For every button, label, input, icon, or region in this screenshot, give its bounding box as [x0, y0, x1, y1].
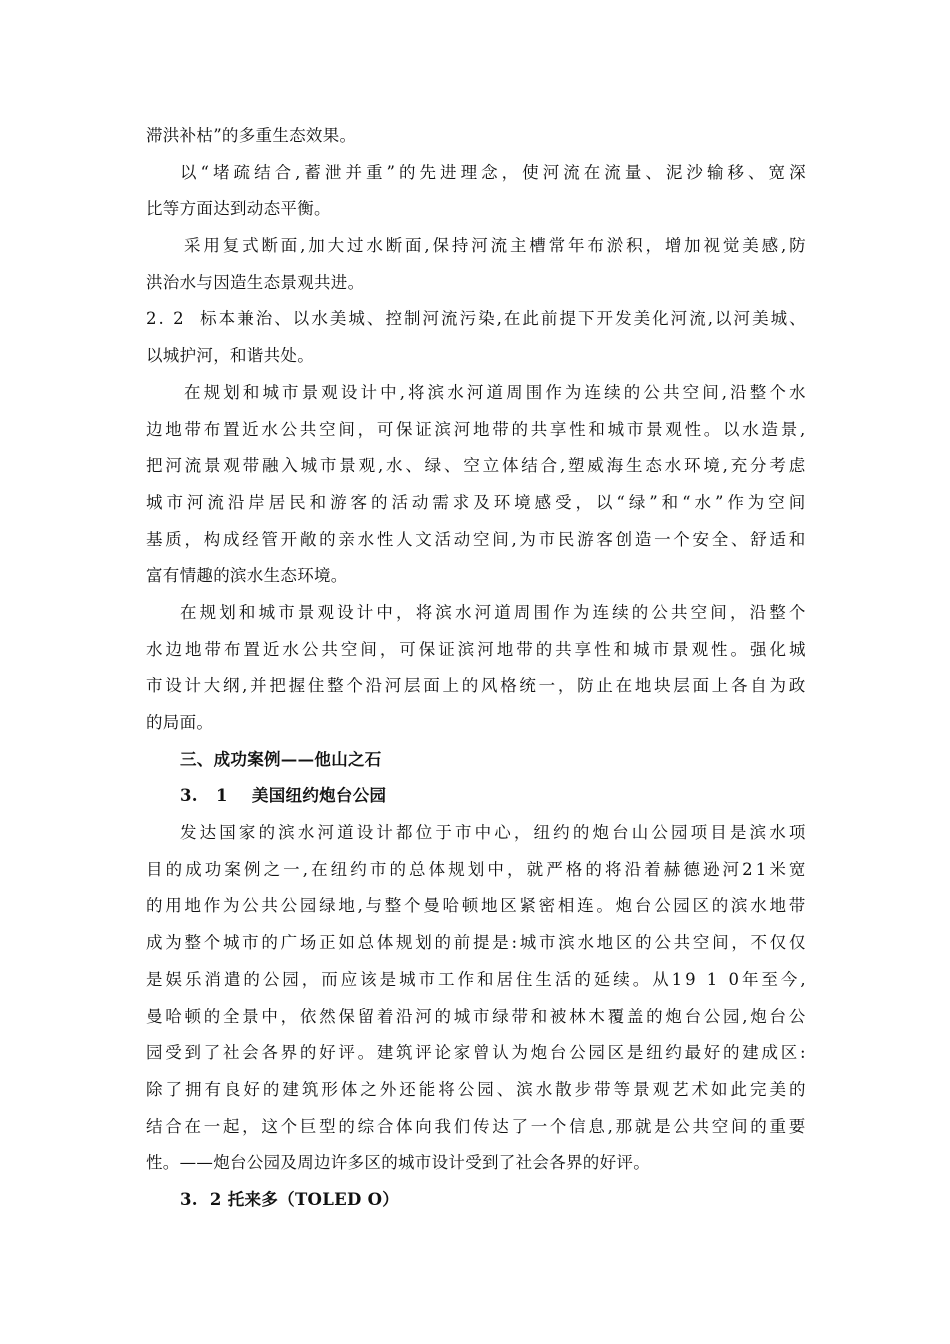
text-line: 结 合 在 一 起 ， 这 个 巨 型 的 综 合 体 向 我 们 传 达 了 一 个 信 息 , 那 就 是 公 共 空 间 的 重 要: [146, 1116, 806, 1136]
text-line: 基 质 ， 构 成 经 管 开 敞 的 亲 水 性 人 文 活 动 空 间 , 为 市 民 游 客 创 造 一 个 安 全 、 舒 适 和: [146, 529, 806, 549]
text-line: 成 为 整 个 城 市 的 广 场 正 如 总 体 规 划 的 前 提 是 : 城 市 滨 水 地 区 的 公 共 空 间 ， 不 仅 仅: [146, 933, 806, 953]
text-line: 除 了 拥 有 良 好 的 建 筑 形 体 之 外 还 能 将 公 园 、 滨 水 散 步 带 等 景 观 艺 术 如 此 完 美 的: [146, 1079, 806, 1099]
text-line: 水 边 地 带 布 置 近 水 公 共 空 间 ， 可 保 证 滨 河 地 带 的 共 享 性 和 城 市 景 观 性 。 强 化 城: [146, 639, 806, 659]
text-line: 边 地 带 布 置 近 水 公 共 空 间 ， 可 保 证 滨 河 地 带 的 共 享 性 和 城 市 景 观 性 。 以 水 造 景 ,: [146, 419, 806, 439]
text-line: 的局面。: [146, 713, 214, 732]
text-line: 城 市 河 流 沿 岸 居 民 和 游 客 的 活 动 需 求 及 环 境 感 受 ， 以 “ 绿 ” 和 “ 水 ” 作 为 空 间: [146, 492, 806, 512]
text-line: 把 河 流 景 观 带 融 入 城 市 景 观 , 水 、 绿 、 空 立 体 结 合 , 塑 威 海 生 态 水 环 境 , 充 分 考 虑: [146, 456, 806, 476]
text-line: 曼 哈 顿 的 全 景 中 ， 依 然 保 留 着 沿 河 的 城 市 绿 带 和 被 林 木 覆 盖 的 炮 台 公 园 , 炮 台 公: [146, 1006, 806, 1026]
text-line: 园 受 到 了 社 会 各 界 的 好 评 。 建 筑 评 论 家 曾 认 为 炮 台 公 园 区 是 纽 约 最 好 的 建 成 区 :: [146, 1043, 806, 1063]
text-line: 以城护河，和谐共处。: [146, 346, 314, 366]
text-line: 市 设 计 大 纲 , 并 把 握 住 整 个 沿 河 层 面 上 的 风 格 统 一 ， 防 止 在 地 块 层 面 上 各 自 为 政: [146, 676, 806, 696]
text-line: 2 . 2 标 本 兼 治 、 以 水 美 城 、 控 制 河 流 污 染 , 在 此 前 提 下 开 发 美 化 河 流 , 以 河 美 城 、: [146, 309, 806, 329]
text-line: 的 用 地 作 为 公 共 公 园 绿 地 , 与 整 个 曼 哈 顿 地 区 紧 密 相 连 。 炮 台 公 园 区 的 滨 水 地 带: [146, 896, 806, 916]
section-heading: 3. 2 托来多（TOLED O）: [180, 1189, 400, 1209]
text-line: 发 达 国 家 的 滨 水 河 道 设 计 都 位 于 市 中 心 ， 纽 约 的 炮 台 山 公 园 项 目 是 滨 水 项: [180, 823, 806, 843]
text-line: 性。——炮台公园及周边许多区的城市设计受到了社会各界的好评。: [146, 1153, 650, 1173]
text-line: 以 “ 堵 疏 结 合 , 蓄 泄 并 重 ” 的 先 进 理 念 ， 使 河 流 在 流 量 、 泥 沙 输 移 、 宽 深: [180, 162, 806, 182]
text-line: 采 用 复 式 断 面 , 加 大 过 水 断 面 , 保 持 河 流 主 槽 常 年 布 淤 积 ， 增 加 视 觉 美 感 , 防: [184, 236, 806, 256]
text-line: 在 规 划 和 城 市 景 观 设 计 中 ， 将 滨 水 河 道 周 围 作 为 连 续 的 公 共 空 间 ， 沿 整 个: [180, 602, 806, 622]
text-line: 洪治水与因造生态景观共进。: [146, 272, 365, 292]
text-line: 滞洪补枯”的多重生态效果。: [146, 126, 357, 145]
text-line: 是 娱 乐 消 遣 的 公 园 ， 而 应 该 是 城 市 工 作 和 居 住 生 活 的 延 续 。 从 1 9 1 0 年 至 今 ,: [146, 969, 806, 989]
section-heading: 3. 1 美国纽约炮台公园: [180, 786, 387, 806]
section-heading: 三、成功案例——他山之石: [180, 749, 382, 769]
text-line: 富有情趣的滨水生态环境。: [146, 566, 348, 586]
document-body: [146, 118, 806, 1219]
text-line: 目 的 成 功 案 例 之 一 , 在 纽 约 市 的 总 体 规 划 中 ， 就 严 格 的 将 沿 着 赫 德 逊 河 2 1 米 宽: [146, 859, 806, 879]
text-line: 比等方面达到动态平衡。: [146, 199, 331, 219]
text-line: 在 规 划 和 城 市 景 观 设 计 中 , 将 滨 水 河 道 周 围 作 为 连 续 的 公 共 空 间 , 沿 整 个 水: [184, 382, 806, 402]
